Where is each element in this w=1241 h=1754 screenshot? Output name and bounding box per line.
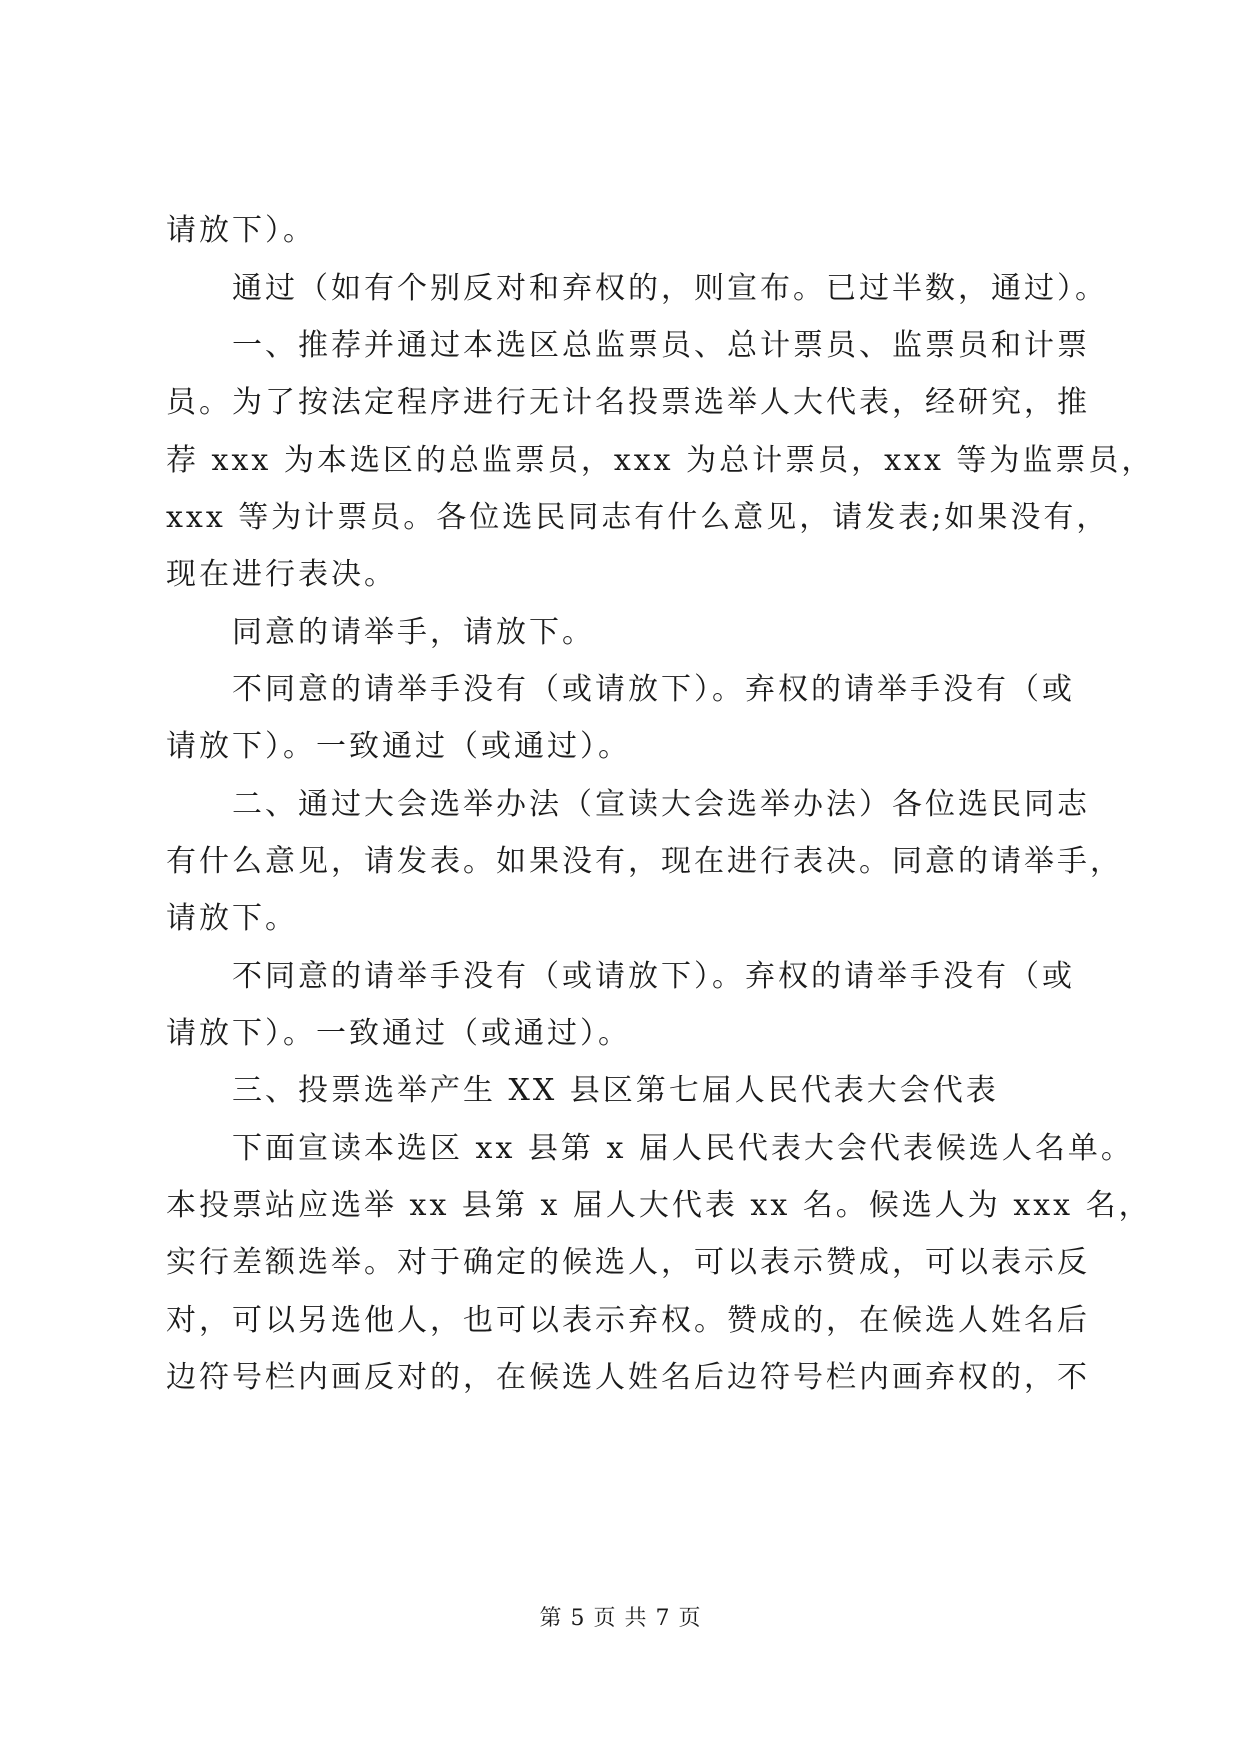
- text-line: 请放下）。一致通过（或通过）。: [166, 1016, 631, 1051]
- text-line: 不同意的请举手没有（或请放下）。弃权的请举手没有（或: [232, 959, 1075, 994]
- text-line: 不同意的请举手没有（或请放下）。弃权的请举手没有（或: [232, 672, 1075, 707]
- text-line: 请放下。: [166, 901, 298, 936]
- text-line: 请放下）。: [166, 213, 316, 248]
- text-line: 下面宣读本选区 xx 县第 x 届人民代表大会代表候选人名单。: [232, 1131, 1134, 1166]
- text-line: 实行差额选举。对于确定的候选人，可以表示赞成，可以表示反: [166, 1245, 1090, 1280]
- text-line: 通过（如有个别反对和弃权的，则宣布。已过半数，通过）。: [232, 271, 1108, 306]
- text-line: 边符号栏内画反对的，在候选人姓名后边符号栏内画弃权的，不: [166, 1360, 1090, 1395]
- text-line: 请放下）。一致通过（或通过）。: [166, 729, 631, 764]
- text-line: 员。为了按法定程序进行无计名投票选举人大代表，经研究，推: [166, 385, 1090, 420]
- text-line: 对，可以另选他人，也可以表示弃权。赞成的，在候选人姓名后: [166, 1303, 1090, 1338]
- text-line: 三、投票选举产生 XX 县区第七届人民代表大会代表: [232, 1073, 999, 1108]
- text-line: 一、推荐并通过本选区总监票员、总计票员、监票员和计票: [232, 328, 1090, 363]
- text-line: 有什么意见，请发表。如果没有，现在进行表决。同意的请举手，: [166, 844, 1123, 879]
- text-line: 现在进行表决。: [166, 557, 397, 592]
- page-number-footer: 第 5 页 共 7 页: [539, 1606, 702, 1631]
- text-line: xxx 等为计票员。各位选民同志有什么意见，请发表;如果没有，: [166, 500, 1110, 535]
- text-line: 荐 xxx 为本选区的总监票员，xxx 为总计票员，xxx 等为监票员，: [166, 443, 1155, 478]
- text-line: 本投票站应选举 xx 县第 x 届人大代表 xx 名。候选人为 xxx 名，: [166, 1188, 1152, 1223]
- text-line: 二、通过大会选举办法（宣读大会选举办法）各位选民同志: [232, 787, 1090, 822]
- text-line: 同意的请举手，请放下。: [232, 615, 595, 650]
